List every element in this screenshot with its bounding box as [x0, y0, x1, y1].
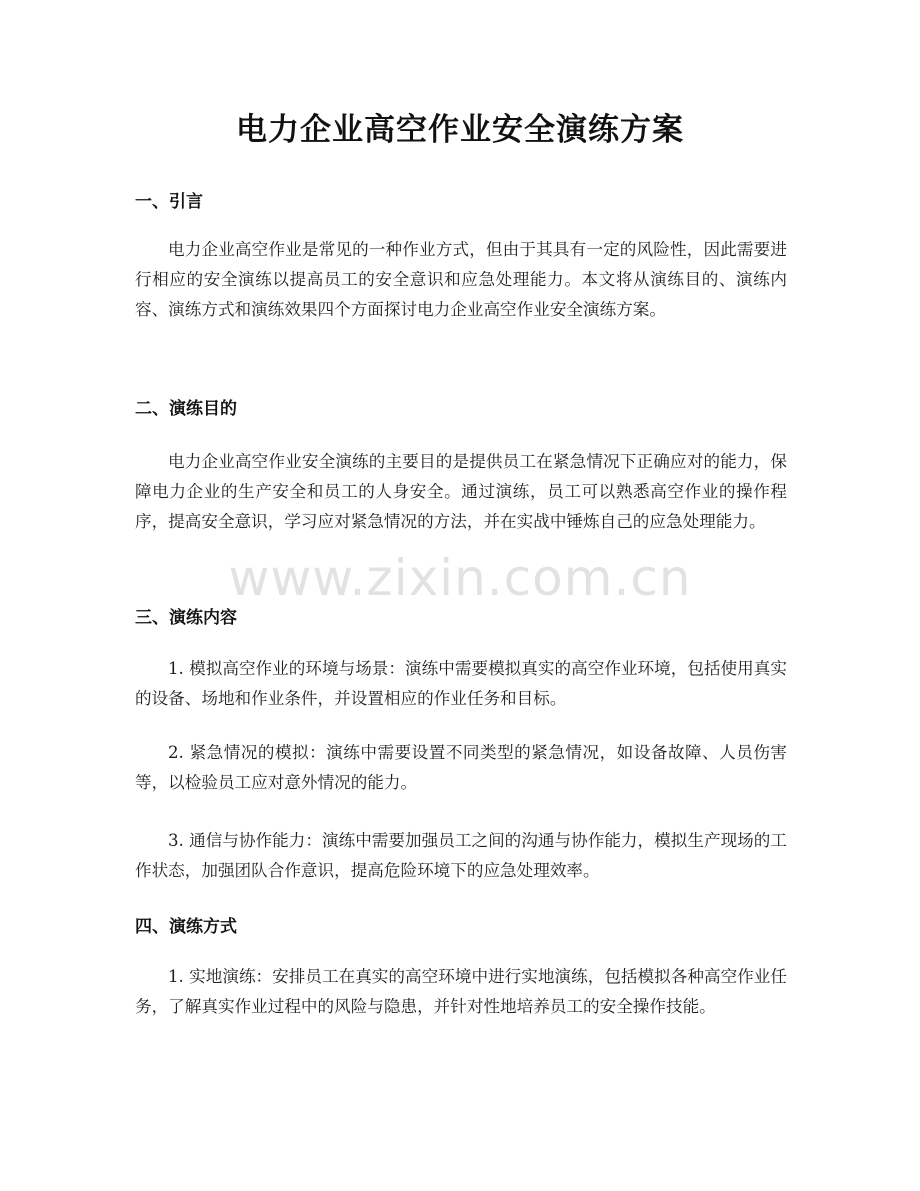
section-heading-intro: 一、引言 [135, 192, 203, 212]
section-heading-content: 三、演练内容 [135, 608, 237, 628]
paragraph-method-item-1: 1. 实地演练：安排员工在真实的高空环境中进行实地演练，包括模拟各种高空作业任务，了解真实作业过程中的风险与隐患，并针对性地培养员工的安全操作技能。 [135, 967, 787, 1016]
paragraph-content-item-2: 2. 紧急情况的模拟：演练中需要设置不同类型的紧急情况，如设备故障、人员伤害等，以检验员工应对意外情况的能力。 [135, 743, 787, 792]
section-heading-method: 四、演练方式 [135, 917, 237, 937]
paragraph-intro: 电力企业高空作业是常见的一种作业方式，但由于其具有一定的风险性，因此需要进行相应的安全演练以提高员工的安全意识和应急处理能力。本文将从演练目的、演练内容、演练方式和演练效果四个方面探讨电力企业高空作业安全演练方案。 [135, 240, 787, 319]
paragraph-purpose: 电力企业高空作业安全演练的主要目的是提供员工在紧急情况下正确应对的能力，保障电力企业的生产安全和员工的人身安全。通过演练，员工可以熟悉高空作业的操作程序，提高安全意识，学习应对紧急情况的方法，并在实战中锤炼自己的应急处理能力。 [135, 452, 787, 531]
section-heading-purpose: 二、演练目的 [135, 399, 237, 419]
watermark: www.zixin.com.cn [228, 549, 692, 607]
paragraph-content-item-1: 1. 模拟高空作业的环境与场景：演练中需要模拟真实的高空作业环境，包括使用真实的设备、场地和作业条件，并设置相应的作业任务和目标。 [135, 659, 787, 708]
paragraph-content-item-3: 3. 通信与协作能力：演练中需要加强员工之间的沟通与协作能力，模拟生产现场的工作状态，加强团队合作意识，提高危险环境下的应急处理效率。 [135, 831, 787, 880]
document-title: 电力企业高空作业安全演练方案 [236, 112, 684, 148]
